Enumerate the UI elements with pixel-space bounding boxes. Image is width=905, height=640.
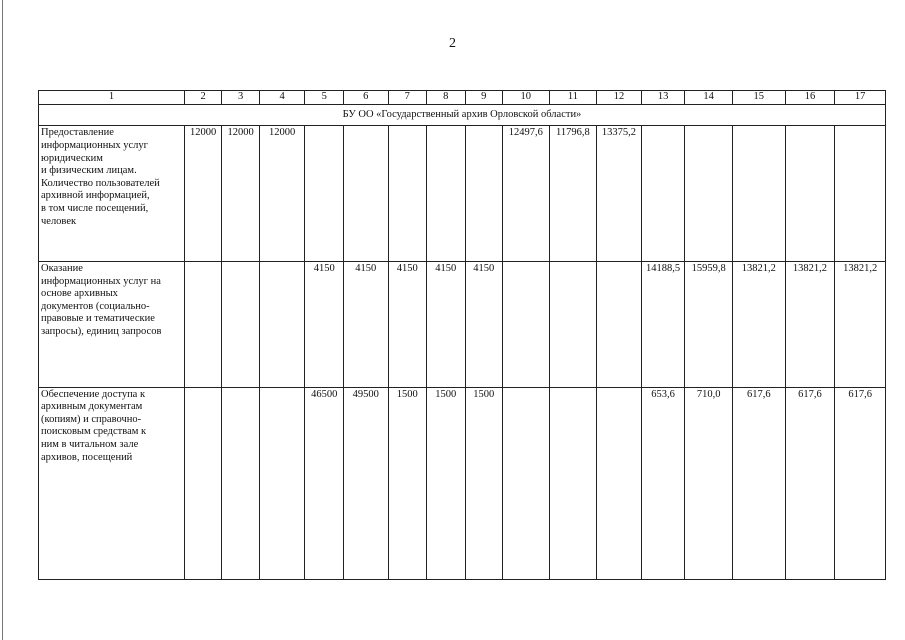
value-cell bbox=[597, 387, 642, 579]
value-cell bbox=[503, 387, 550, 579]
service-label-line: информационных услуг bbox=[41, 140, 148, 152]
column-number-cell: 15 bbox=[732, 91, 785, 105]
value-cell bbox=[641, 126, 685, 262]
value-cell: 617,6 bbox=[785, 387, 835, 579]
service-label-line: Оказание bbox=[41, 263, 83, 275]
value-cell bbox=[597, 262, 642, 388]
service-label-line: юридическим bbox=[41, 152, 103, 164]
column-number-cell: 1 bbox=[39, 91, 185, 105]
column-number-cell: 8 bbox=[427, 91, 466, 105]
service-label-cell bbox=[39, 262, 185, 388]
value-cell bbox=[343, 126, 388, 262]
service-label-line: и физическим лицам. bbox=[41, 165, 137, 177]
value-cell bbox=[549, 262, 597, 388]
service-label-cell bbox=[39, 126, 185, 262]
column-number-cell: 16 bbox=[785, 91, 835, 105]
value-cell bbox=[388, 126, 427, 262]
table-row bbox=[39, 387, 886, 579]
value-cell: 710,0 bbox=[685, 387, 733, 579]
column-number-cell: 13 bbox=[641, 91, 685, 105]
organization-row bbox=[39, 105, 886, 126]
value-cell: 13821,2 bbox=[732, 262, 785, 388]
column-number-cell: 6 bbox=[343, 91, 388, 105]
value-cell bbox=[465, 126, 502, 262]
value-cell bbox=[685, 126, 733, 262]
table-row bbox=[39, 262, 886, 388]
value-cell bbox=[503, 262, 550, 388]
page-margin-rule bbox=[2, 0, 3, 640]
value-cell bbox=[427, 126, 466, 262]
value-cell bbox=[184, 387, 221, 579]
service-label-line: (копиям) и справочно- bbox=[41, 413, 142, 425]
service-label-line: человек bbox=[41, 215, 77, 227]
column-number-cell: 4 bbox=[259, 91, 305, 105]
column-number-cell: 2 bbox=[184, 91, 221, 105]
service-label-line: Предоставление bbox=[41, 127, 114, 139]
value-cell: 4150 bbox=[465, 262, 502, 388]
column-number-cell: 3 bbox=[222, 91, 259, 105]
value-cell: 4150 bbox=[388, 262, 427, 388]
service-label-line: основе архивных bbox=[41, 288, 118, 300]
column-number-cell: 11 bbox=[549, 91, 597, 105]
value-cell bbox=[732, 126, 785, 262]
value-cell bbox=[305, 126, 344, 262]
data-table bbox=[38, 90, 886, 580]
value-cell: 12000 bbox=[259, 126, 305, 262]
service-label-cell bbox=[39, 387, 185, 579]
value-cell: 1500 bbox=[388, 387, 427, 579]
value-cell: 4150 bbox=[305, 262, 344, 388]
value-cell bbox=[259, 262, 305, 388]
value-cell: 4150 bbox=[427, 262, 466, 388]
column-number-cell: 17 bbox=[835, 91, 886, 105]
value-cell: 617,6 bbox=[732, 387, 785, 579]
value-cell bbox=[184, 262, 221, 388]
table-row bbox=[39, 126, 886, 262]
organization-name: БУ ОО «Государственный архив Орловской области» bbox=[39, 105, 886, 126]
value-cell: 653,6 bbox=[641, 387, 685, 579]
value-cell bbox=[222, 262, 259, 388]
value-cell bbox=[549, 387, 597, 579]
column-number-cell: 9 bbox=[465, 91, 502, 105]
page-number: 2 bbox=[449, 36, 456, 51]
column-number-row bbox=[39, 91, 886, 105]
column-number-cell: 5 bbox=[305, 91, 344, 105]
value-cell bbox=[835, 126, 886, 262]
value-cell: 1500 bbox=[465, 387, 502, 579]
value-cell: 1500 bbox=[427, 387, 466, 579]
column-number-cell: 12 bbox=[597, 91, 642, 105]
service-label-line: поисковым средствам к bbox=[41, 426, 147, 438]
value-cell: 4150 bbox=[343, 262, 388, 388]
value-cell: 12000 bbox=[184, 126, 221, 262]
service-label-line: ним в читальном зале bbox=[41, 438, 139, 450]
value-cell: 12000 bbox=[222, 126, 259, 262]
value-cell: 46500 bbox=[305, 387, 344, 579]
service-label-line: в том числе посещений, bbox=[41, 202, 149, 214]
value-cell: 13821,2 bbox=[835, 262, 886, 388]
value-cell: 11796,8 bbox=[549, 126, 597, 262]
value-cell: 12497,6 bbox=[503, 126, 550, 262]
service-label-line: Количество пользователей bbox=[41, 177, 160, 189]
value-cell bbox=[785, 126, 835, 262]
service-label-line: документов (социально- bbox=[41, 300, 150, 312]
value-cell: 49500 bbox=[343, 387, 388, 579]
value-cell bbox=[222, 387, 259, 579]
service-label-line: запросы), единиц запросов bbox=[41, 326, 162, 338]
column-number-cell: 14 bbox=[685, 91, 733, 105]
value-cell: 15959,8 bbox=[685, 262, 733, 388]
column-number-cell: 10 bbox=[503, 91, 550, 105]
service-label-line: архивов, посещений bbox=[41, 451, 133, 463]
value-cell: 13821,2 bbox=[785, 262, 835, 388]
service-label-line: архивной информацией, bbox=[41, 190, 150, 202]
service-label-line: архивным документам bbox=[41, 401, 143, 413]
value-cell bbox=[259, 387, 305, 579]
column-number-cell: 7 bbox=[388, 91, 427, 105]
value-cell: 617,6 bbox=[835, 387, 886, 579]
value-cell: 14188,5 bbox=[641, 262, 685, 388]
service-label-line: Обеспечение доступа к bbox=[41, 388, 146, 400]
service-label-line: правовые и тематические bbox=[41, 313, 155, 325]
value-cell: 13375,2 bbox=[597, 126, 642, 262]
service-label-line: информационных услуг на bbox=[41, 275, 161, 287]
